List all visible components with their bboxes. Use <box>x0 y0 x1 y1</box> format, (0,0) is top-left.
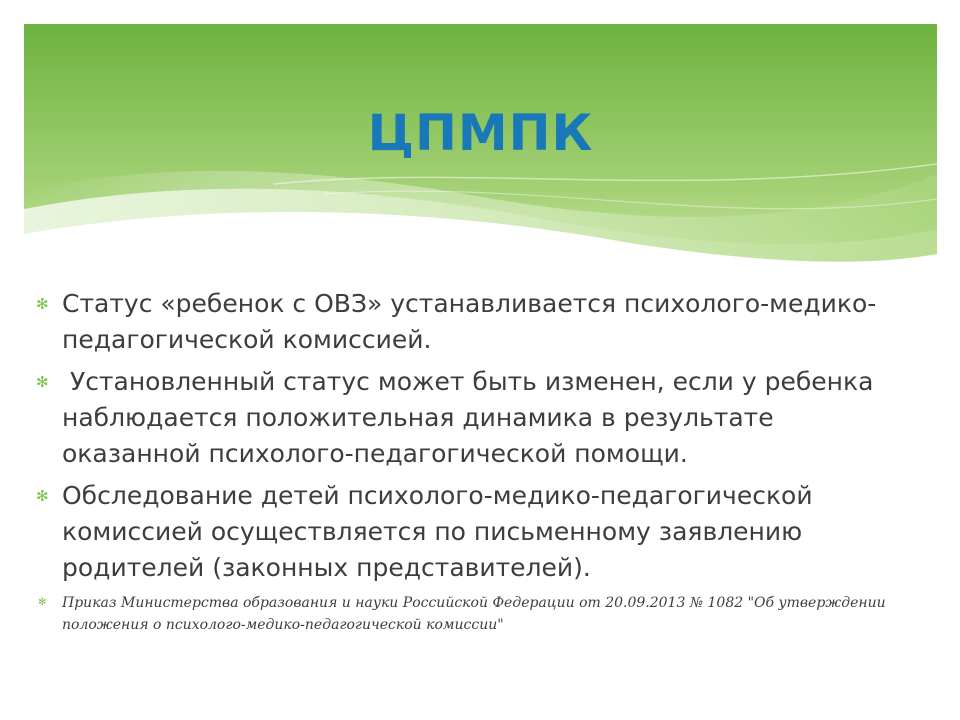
bullet-text: Установленный статус может быть изменен, если у ребенка наблюдается положительная динамика в результате оказанной психолого-педагогической помощи. <box>62 367 882 468</box>
bullet-text: Обследование детей психолого-медико-педагогической комиссией осуществляется по письменному заявлению родителей (законных представителей). <box>62 481 813 582</box>
header-banner <box>24 24 937 270</box>
bullet-text: Статус «ребенок с ОВЗ» устанавливается психолого-медико-педагогической комиссией. <box>62 289 877 354</box>
asterisk-bullet-icon: ✻ <box>36 487 49 505</box>
bullet-item <box>36 478 904 586</box>
asterisk-bullet-icon: ✻ <box>36 373 49 391</box>
asterisk-bullet-icon: ✻ <box>36 295 49 313</box>
slide-title: ЦПМПК <box>367 104 594 162</box>
footnote-item <box>36 592 904 636</box>
bullet-item <box>36 286 904 358</box>
bullet-item <box>36 364 904 472</box>
bullet-list <box>36 286 904 636</box>
footnote-text: Приказ Министерства образования и науки Российской Федерации от 20.09.2013 № 1082 "Об утверждении положения о психолого-медико-педагогической комиссии" <box>62 595 886 633</box>
asterisk-bullet-icon: ✻ <box>38 597 47 608</box>
